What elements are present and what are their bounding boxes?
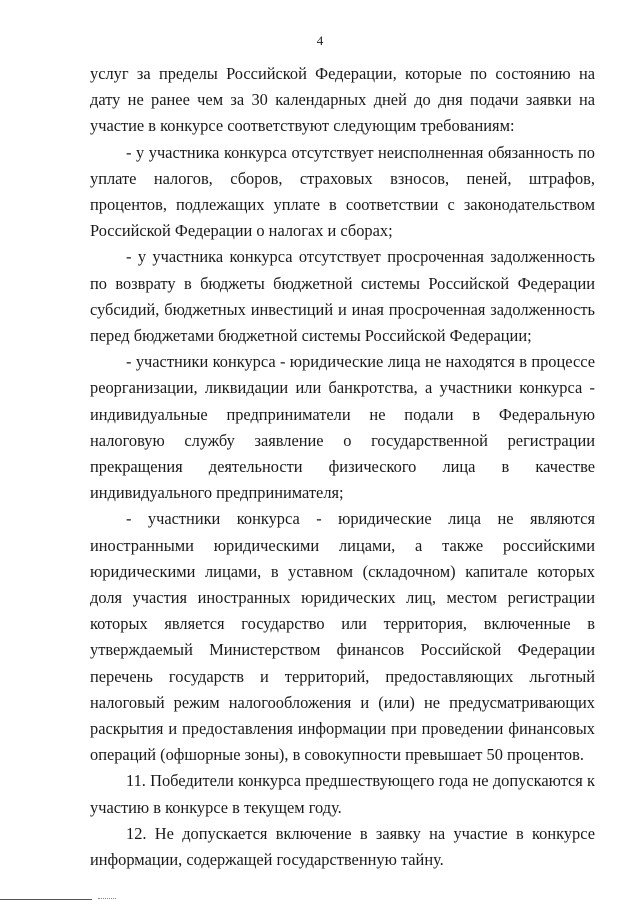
paragraph-services-continuation: услуг за пределы Российской Федерации, которые по состоянию на дату не ранее чем за 30 календарных дней до дня подачи заявки на участие в конкурсе соответствуют следующим требованиям: — [90, 64, 595, 136]
paragraph-budget-debt: - у участника конкурса отсутствует просроченная задолженность по возврату в бюджеты бюджетной системы Российской Федерации субсидий, бюджетных инвестиций и иная просроченная задолженность перед бюджетами бюджетной системы Российской Федерации; — [90, 247, 595, 346]
paragraph-item-11: 11. Победители конкурса предшествующего года не допускаются к участию в конкурсе в текущем году. — [90, 771, 595, 817]
paragraph-tax-obligations: - у участника конкурса отсутствует неисполненная обязанность по уплате налогов, сборов, страховых взносов, пеней, штрафов, процентов, подлежащих уплате в соответствии с законодательством Российской Федерации о налогах и сборах; — [90, 142, 595, 241]
footer-rule — [0, 899, 92, 900]
paragraph-foreign-entities: - участники конкурса - юридические лица не являются иностранными юридическими лицами, а также российскими юридическими лицами, в уставном (складочном) капитале которых доля участия иностранных юридических лиц, местом регистрации которых является государство или территория, включенные в утверждаемый Министерством финансов Российской Федерации перечень государств и территорий, предоставляющих льготный налоговый режим налогообложения и (или) не предусматривающих раскрытия и предоставления информации при проведении финансовых операций (офшорные зоны), в совокупности превышает 50 процентов. — [90, 509, 595, 765]
paragraph-item-12: 12. Не допускается включение в заявку на участие в конкурсе информации, содержащей государственную тайну. — [90, 823, 595, 870]
document-body — [90, 61, 595, 873]
paragraph-reorganization: - участники конкурса - юридические лица не находятся в процессе реорганизации, ликвидации или банкротства, а участники конкурса - индивидуальные предприниматели не подали в Федеральную налоговую службу заявление о государственной регистрации прекращения деятельности физического лица в качестве индивидуального предпринимателя; — [90, 352, 595, 503]
page-number: 4 — [316, 33, 324, 48]
footer-dotted-rule — [98, 898, 116, 899]
